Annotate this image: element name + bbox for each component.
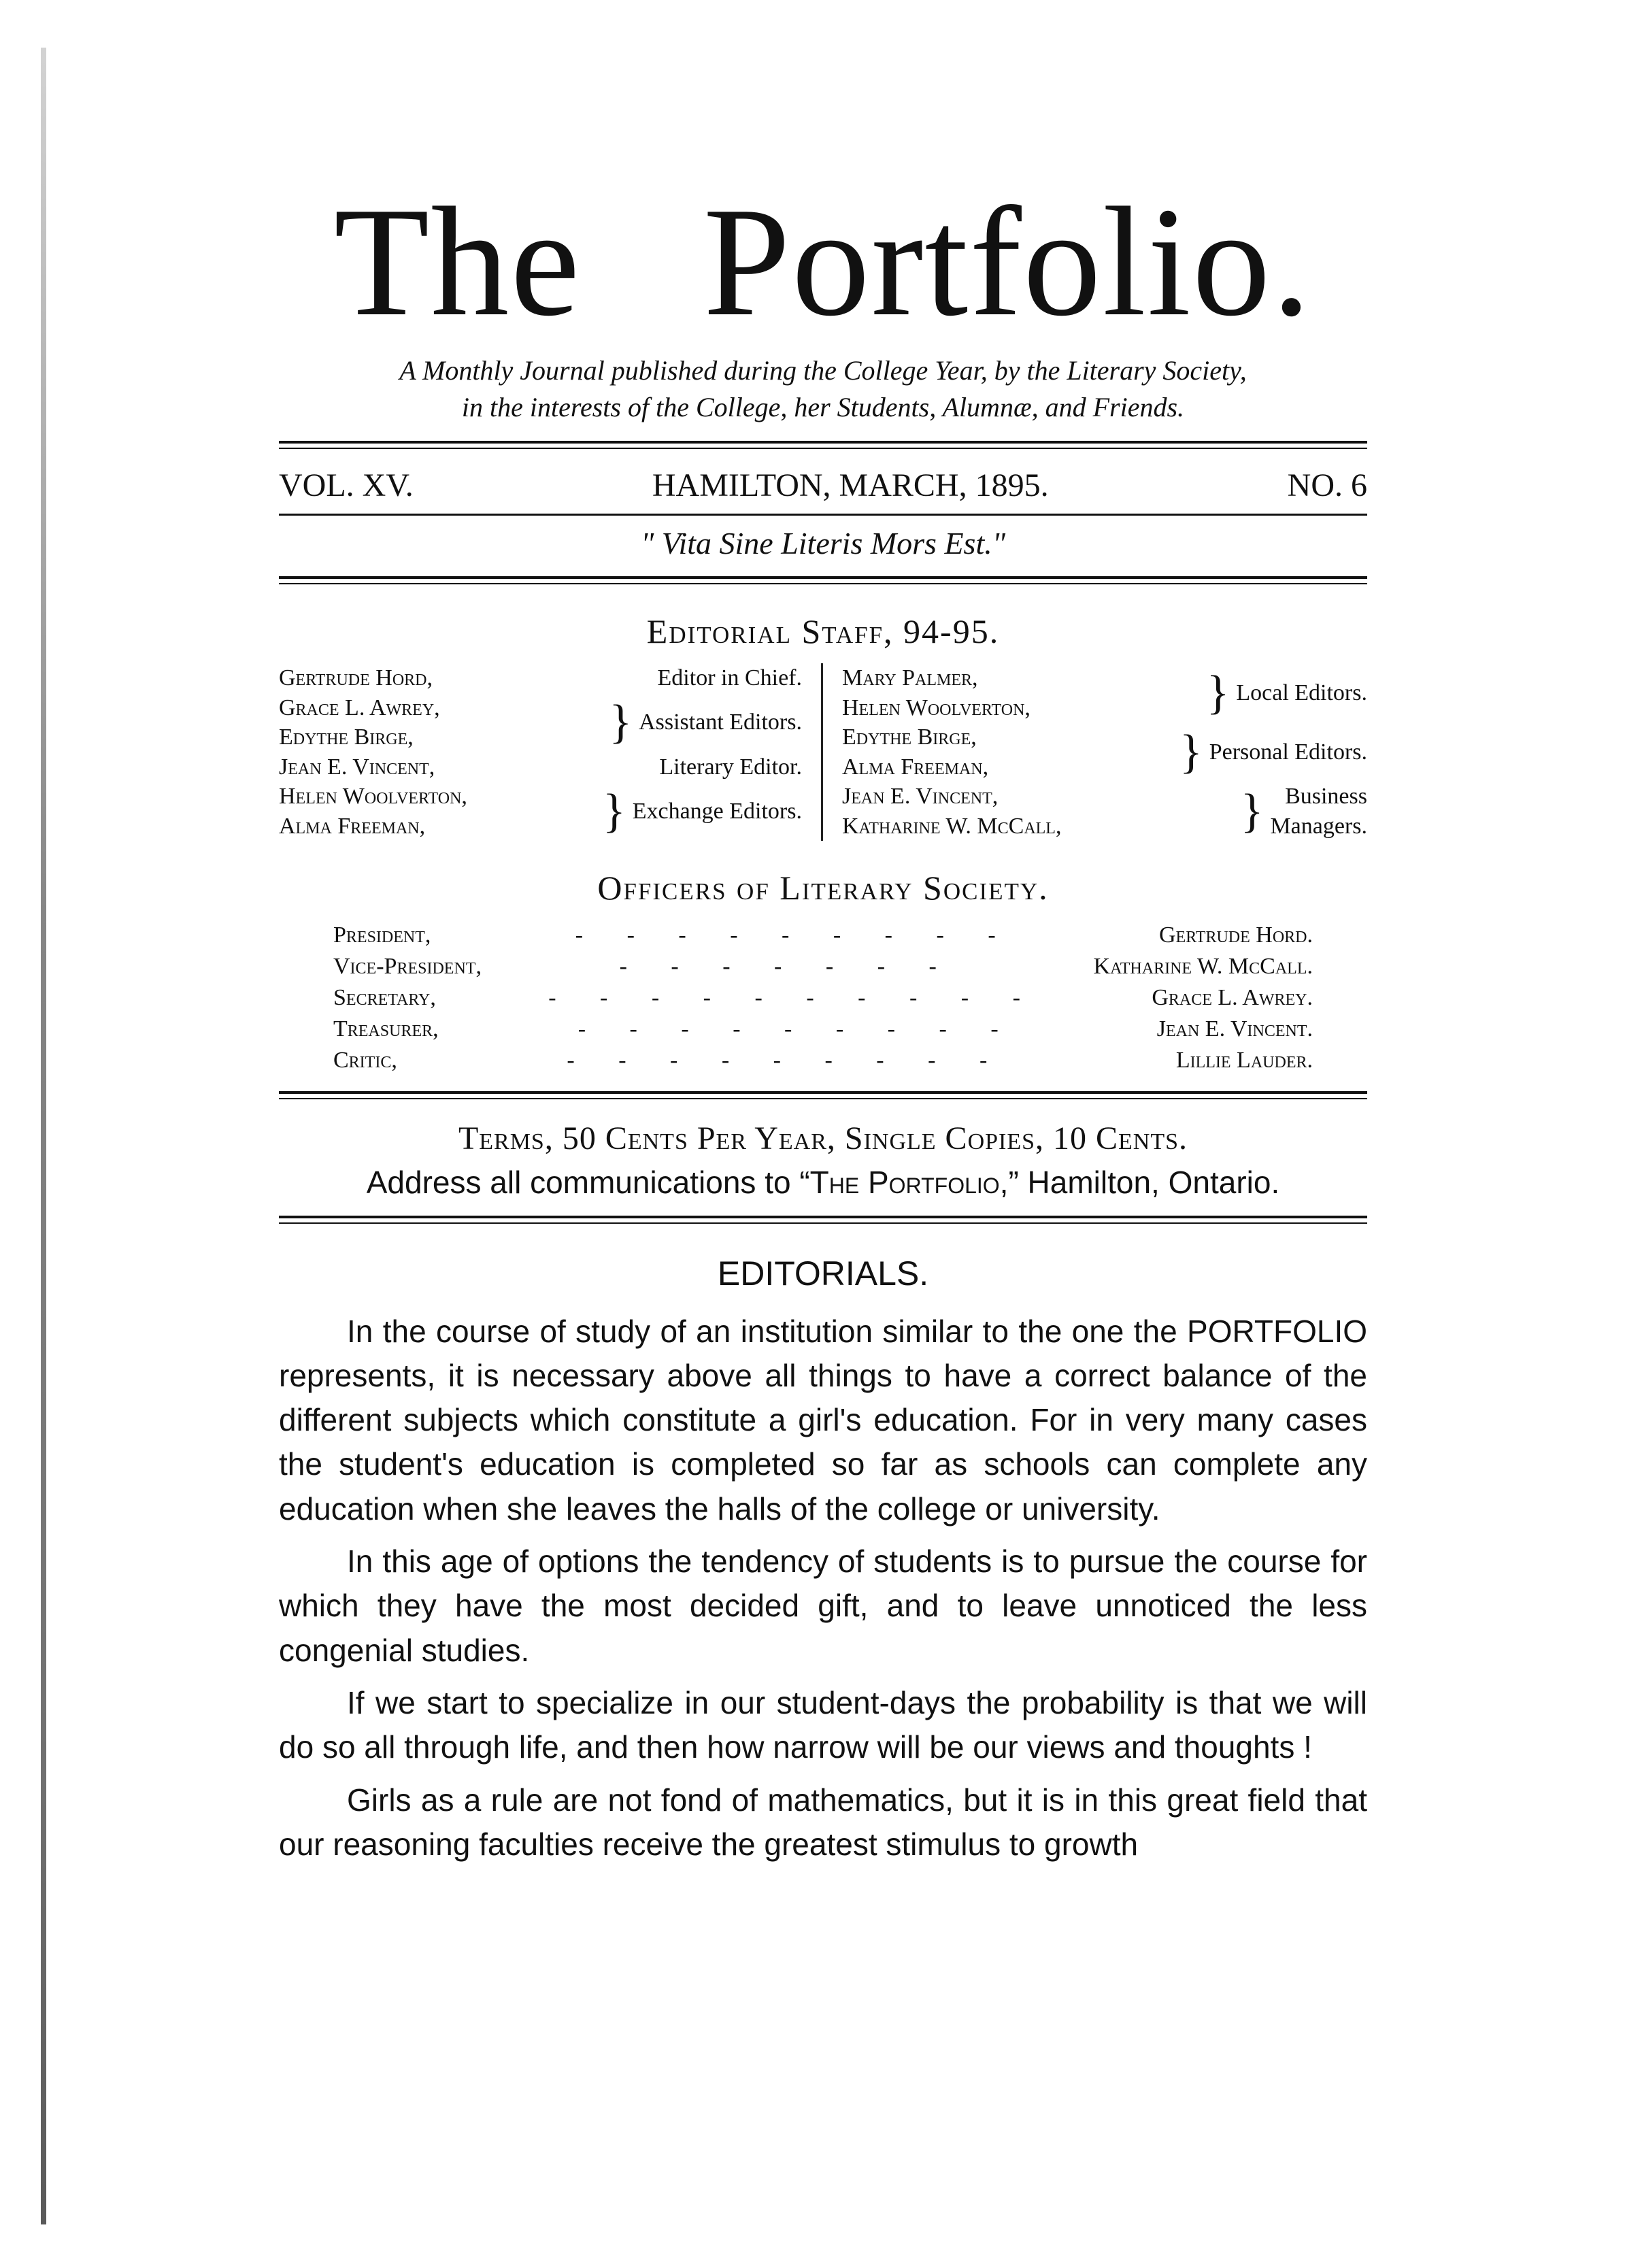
brace-icon: } [1179, 725, 1203, 778]
officer-title: Secretary, [333, 984, 436, 1010]
double-rule [279, 576, 1367, 584]
volume: VOL. XV. [279, 467, 414, 503]
officer-title: Vice-President, [333, 953, 482, 979]
staff-name: Katharine W. McCall, [842, 813, 1062, 839]
leader-dots: - - - - - - - - - [567, 1047, 1007, 1073]
page [279, 175, 1367, 1875]
staff-role: Literary Editor. [659, 754, 802, 780]
leader-dots: - - - - - - - [619, 953, 956, 979]
staff-right-column [823, 663, 1367, 841]
address-text: ” Hamilton, Ontario. [1008, 1164, 1280, 1200]
staff-group [842, 722, 1367, 782]
officer-row [333, 1014, 1313, 1045]
staff-name: Mary Palmer, [842, 665, 978, 690]
issue-line [279, 467, 1367, 504]
officer-title: Treasurer, [333, 1016, 439, 1041]
editorial-staff [279, 663, 1367, 841]
staff-role: Local Editors. [1236, 680, 1367, 705]
motto: " Vita Sine Literis Mors Est." [640, 526, 1006, 561]
staff-role: Assistant Editors. [639, 710, 802, 735]
address-text: Address all communications to “ [366, 1164, 810, 1200]
double-rule [279, 1216, 1367, 1224]
staff-group [842, 782, 1367, 841]
staff-name: Gertrude Hord, [279, 665, 433, 690]
staff-name: Grace L. Awrey, [279, 695, 440, 720]
editorials-body [279, 1310, 1367, 1867]
address-line [279, 1164, 1367, 1201]
paragraph: Girls as a rule are not fond of mathematics, but it is in this great field that our reasoning faculties receive the greatest stimulus to growth [279, 1782, 1367, 1862]
staff-name: Helen Woolverton, [279, 784, 467, 810]
officer-row [333, 1045, 1313, 1076]
staff-role-line: Business [1285, 784, 1367, 810]
masthead-title: The Portfolio. [333, 175, 1313, 348]
leader-dots: - - - - - - - - - - [548, 984, 1039, 1010]
officer-row [333, 920, 1313, 951]
officer-name: Lillie Lauder. [1175, 1047, 1313, 1073]
staff-name: Edythe Birge, [842, 724, 977, 750]
officer-row [333, 982, 1313, 1014]
staff-role: Personal Editors. [1209, 739, 1367, 765]
double-rule [279, 441, 1367, 449]
leader-dots: - - - - - - - - - [577, 1016, 1018, 1041]
staff-group [279, 782, 802, 841]
place-date: HAMILTON, MARCH, 1895. [652, 467, 1049, 503]
staff-left-column [279, 663, 823, 841]
officer-name: Gertrude Hord. [1159, 922, 1313, 948]
brace-icon: } [1206, 666, 1230, 719]
staff-name: Edythe Birge, [279, 724, 414, 750]
masthead-subtitle [279, 352, 1367, 426]
staff-name: Jean E. Vincent, [279, 754, 435, 780]
staff-name: Jean E. Vincent, [842, 784, 999, 810]
subtitle-line-2: in the interests of the College, her Students, Alumnæ, and Friends. [461, 392, 1185, 422]
officer-name: Grace L. Awrey. [1152, 984, 1313, 1010]
paragraph: If we start to specialize in our student-days the probability is that we will do so all through life, and then how narrow will be our views and thoughts ! [279, 1685, 1367, 1765]
staff-group [279, 693, 802, 752]
brace-icon: } [1240, 784, 1264, 837]
issue-number: NO. 6 [1287, 467, 1367, 503]
double-rule [279, 1091, 1367, 1099]
leader-dots: - - - - - - - - - [575, 922, 1015, 948]
staff-group [842, 663, 1367, 722]
staff-name: Helen Woolverton, [842, 695, 1031, 720]
paragraph: In the course of study of an institution similar to the one the PORTFOLIO represents, it is necessary above all things to have a correct balance of the different subjects which constitute a girl's education. For in very many cases the student's education is completed so far as schools can complete any education when she leaves the halls of the college or university. [279, 1313, 1367, 1527]
page-edge-shadow [41, 48, 46, 2224]
brace-icon: } [609, 696, 633, 749]
staff-role-line: Managers. [1270, 813, 1367, 839]
officers-list [333, 920, 1313, 1075]
staff-role [1270, 782, 1367, 841]
address-publication: The Portfolio, [809, 1164, 1009, 1200]
staff-row [279, 663, 802, 693]
officer-row [333, 951, 1313, 982]
staff-name: Alma Freeman, [842, 754, 989, 780]
subscription-terms: Terms, 50 Cents Per Year, Single Copies, 10 Cents. [458, 1120, 1188, 1156]
officers-heading: Officers of Literary Society. [597, 869, 1049, 907]
officer-title: Critic, [333, 1047, 397, 1073]
brace-icon: } [603, 784, 626, 837]
single-rule [279, 514, 1367, 516]
officer-name: Katharine W. McCall. [1093, 953, 1313, 979]
staff-role: Exchange Editors. [632, 798, 802, 824]
paragraph: In this age of options the tendency of students is to pursue the course for which they have the most decided gift, and to leave unnoticed the less congenial studies. [279, 1544, 1367, 1668]
subtitle-line-1: A Monthly Journal published during the College Year, by the Literary Society, [399, 355, 1247, 386]
editorials-heading: EDITORIALS. [717, 1254, 929, 1293]
staff-role: Editor in Chief. [657, 665, 802, 690]
staff-name: Alma Freeman, [279, 813, 426, 839]
editorial-staff-heading: Editorial Staff, 94-95. [646, 612, 1000, 650]
officer-title: President, [333, 922, 431, 948]
staff-row [279, 752, 802, 782]
officer-name: Jean E. Vincent. [1156, 1016, 1313, 1041]
